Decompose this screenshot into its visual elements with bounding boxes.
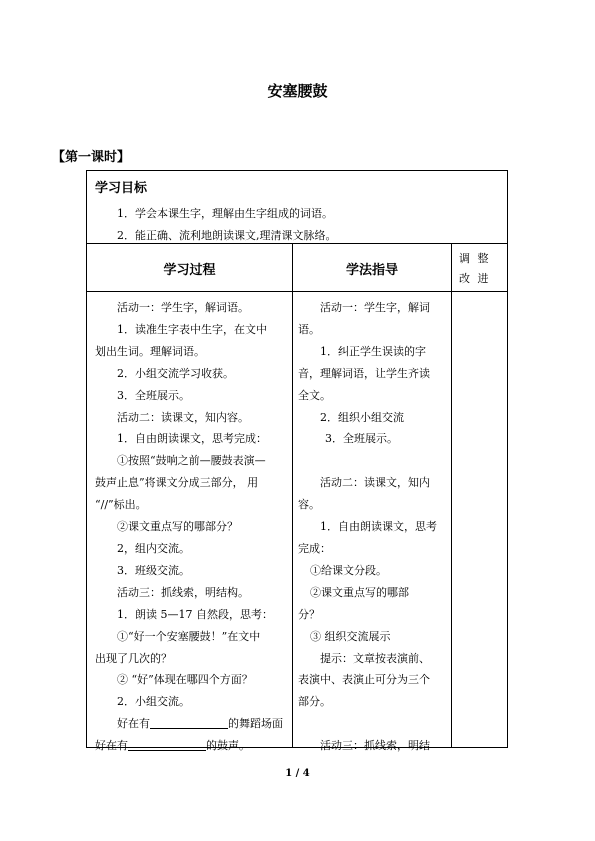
method-line: 音，理解词语，让学生齐读 [298,366,430,380]
process-line: 活动一：学生字，解词语。 [117,301,249,314]
process-column [95,297,290,757]
method-line: ③ 组织交流展示 [310,629,391,643]
goals-heading: 学习目标 [95,181,148,196]
method-column [298,297,448,757]
method-line: 分？ [298,607,320,621]
method-line [298,450,448,472]
fill-blank [150,716,228,729]
process-line: 1．读准生字表中生字，在文中 [117,322,267,336]
row-divider [87,243,507,244]
method-line: 1．自由朗读课文，思考 [320,520,437,534]
column-divider [451,243,452,748]
fill-blank [128,738,206,751]
goal-item: 2．能正确、流利地朗读课文,理清课文脉络。 [117,229,337,242]
process-line: 鼓声止息”将课文分成三部分， 用 [95,476,259,490]
method-line: 活动一：学生字，解词 [320,301,430,314]
process-line: 出现了几次的？ [95,651,172,665]
process-line: 活动三：抓线索，明结构。 [117,585,249,599]
fill-in-line [95,735,290,757]
method-line: 容。 [298,498,320,512]
goal-item: 1．学会本课生字，理解由生字组成的词语。 [117,207,333,220]
page-number: 1 / 4 [285,768,310,779]
process-line: 2．小组交流学习收获。 [117,366,234,380]
process-line: 3．班级交流。 [117,563,190,577]
fill-text: 好在有 [117,717,150,731]
method-line: 表演中、表演止可分为三个 [298,673,430,687]
process-line: ①“好一个安塞腰鼓！”在文中 [117,629,261,643]
process-header: 学习过程 [163,263,216,278]
method-line [298,713,448,735]
method-line: 完成： [298,541,331,555]
page-title: 安塞腰鼓 [267,82,328,100]
column-divider [292,243,293,748]
method-line: 活动二：读课文，知内 [320,476,430,490]
process-line: 3．全班展示。 [117,388,190,402]
row-divider [87,291,507,292]
method-line: 2．组织小组交流 [320,410,404,424]
fill-text: 好在有 [95,739,128,753]
method-line: 活动三：抓线索，明结 [320,739,430,753]
process-line: 1．自由朗读课文，思考完成： [117,432,267,446]
fill-text: 的鼓声。 [206,739,250,753]
method-line: 1．纠正学生误读的字 [320,344,426,358]
fill-text: 的舞蹈场面 [228,717,283,731]
method-header: 学法指导 [345,263,398,278]
method-line: 全文。 [298,388,331,402]
process-line: ①按照“鼓响之前—腰鼓表演— [117,454,266,468]
adjust-header: 调 整 改 进 [459,252,491,285]
method-line: 语。 [298,322,320,336]
process-line: ②课文重点写的哪部分？ [117,520,238,534]
process-line: ② “好”体现在哪四个方面？ [117,673,253,687]
process-line: 2．小组交流。 [117,695,190,709]
method-line: 3．全班展示。 [325,432,398,446]
fill-in-line [95,713,290,735]
process-line: 活动二：读课文，知内容。 [117,410,249,424]
lesson-table [86,170,508,753]
process-line: “//”标出。 [95,498,147,512]
method-line: ②课文重点写的哪部 [310,585,409,599]
lesson-label: 【第一课时】 [52,150,131,165]
process-line: 2，组内交流。 [117,541,190,555]
process-line: 1．朗读 5—17 自然段，思考： [117,607,273,621]
method-line: ①给课文分段。 [310,563,387,577]
method-line: 提示：文章按表演前、 [320,651,430,665]
process-line: 划出生词。理解词语。 [95,344,205,358]
method-line: 部分。 [298,695,331,709]
